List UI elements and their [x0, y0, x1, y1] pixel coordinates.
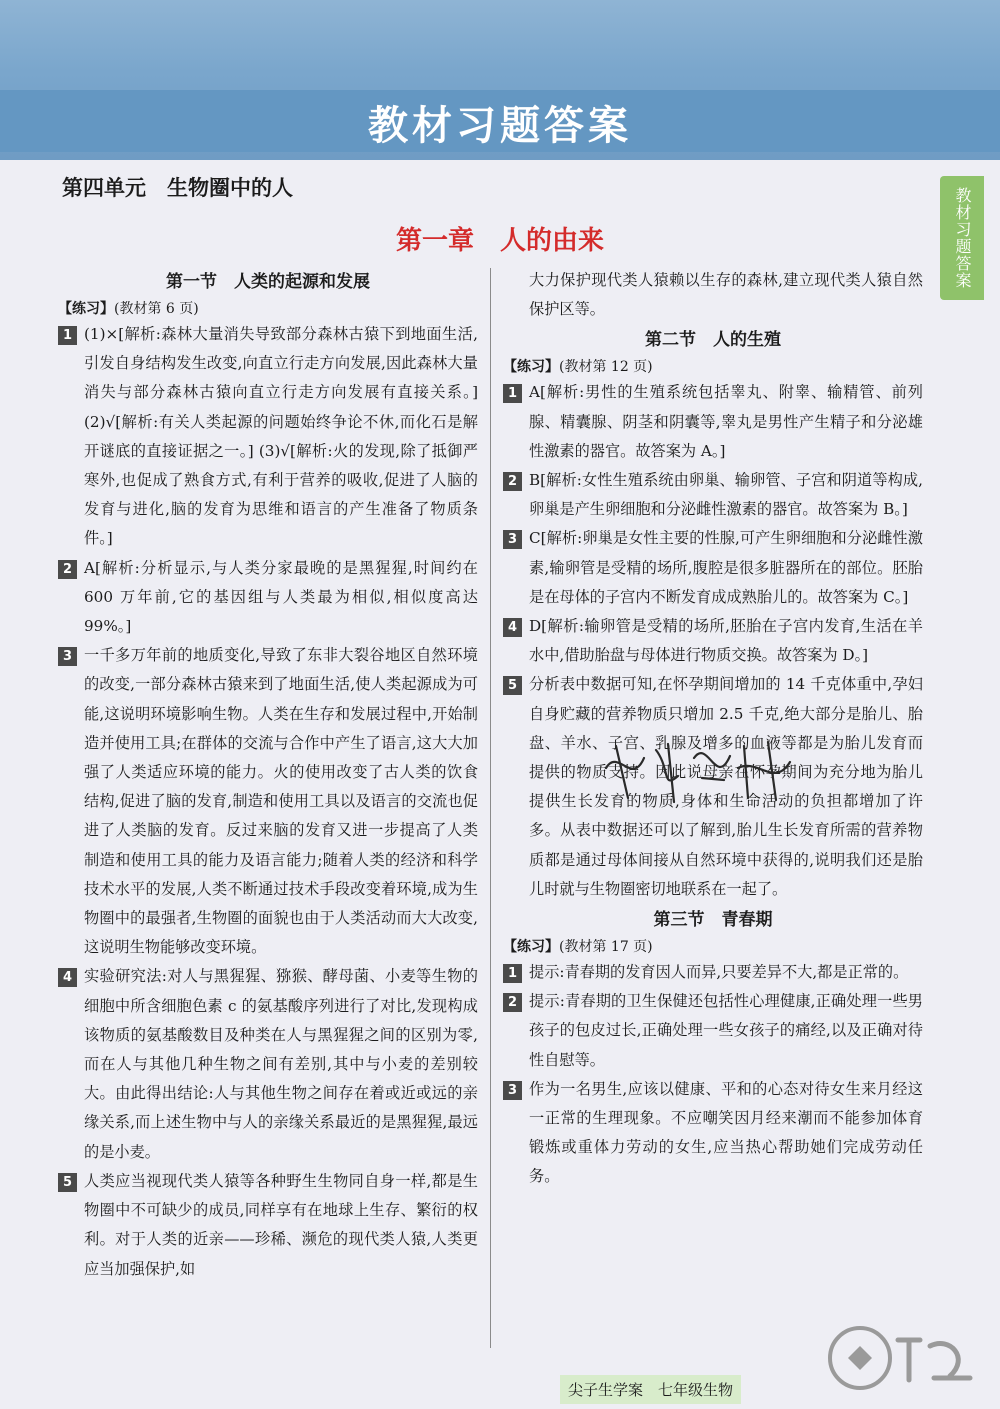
- side-tab-label: 教材习题答案: [953, 187, 972, 289]
- chapter-title: 第一章 人的由来: [395, 226, 604, 256]
- practice-label: 【练习】: [58, 301, 114, 317]
- item-number: 5: [58, 1173, 77, 1192]
- item-text: A[解析:分析显示,与人类分家最晚的是黑猩猩,时间约在 600 万年前,它的基因组与人类最为相似,相似度高达 99%。]: [84, 558, 478, 636]
- practice-heading: [58, 298, 478, 320]
- answer-item: [503, 1075, 923, 1192]
- item-number: 1: [503, 384, 522, 403]
- item-text: 人类应当视现代类人猿等各种野生生物同自身一样,都是生物圈中不可缺少的成员,同样享有在地球上生存、繁衍的权利。对于人类的近亲——珍稀、濒危的现代类人猿,人类更应当加强保护,如: [84, 1171, 478, 1278]
- item-number: 4: [503, 618, 522, 637]
- practice-heading: [503, 936, 923, 958]
- answer-item: [503, 670, 923, 904]
- answer-item: [503, 958, 923, 987]
- item-text: 一千多万年前的地质变化,导致了东非大裂谷地区自然环境的改变,一部分森林古猿来到了地面生活,使人类起源成为可能,这说明环境影响生物。人类在生存和发展过程中,开始制造并使用工具;在群体的交流与合作中产生了语言,这大大加强了人类适应环境的能力。火的使用改变了古人类的饮食结构,促进了脑的发育,制造和使用工具以及语言的交流也促进了人类脑的发育。反过来脑的发育又进一步提高了人类制造和使用工具的能力及语言能力;随着人类的经济和科学技术水平的发展,人类不断通过技术手段改变着环境,成为生物圈中的最强者,生物圈的面貌也由于人类活动而大大改变,这说明生物能够改变环境。: [84, 646, 478, 957]
- item-text: D[解析:输卵管是受精的场所,胚胎在子宫内发育,生活在羊水中,借助胎盘与母体进行物质交换。故答案为 D。]: [529, 617, 923, 665]
- item-number: 2: [503, 472, 522, 491]
- practice-ref: (教材第 12 页): [559, 359, 653, 376]
- item-text: C[解析:卵巢是女性主要的性腺,可产生卵细胞和分泌雌性激素,输卵管是受精的场所,腹腔是很多脏器所在的部位。胚胎是在母体的子宫内不断发育成成熟胎儿的。故答案为 C。]: [529, 529, 923, 606]
- answer-item: [503, 524, 923, 612]
- item-number: 3: [503, 530, 522, 549]
- section-title: 第一节 人类的起源和发展: [166, 272, 370, 292]
- watermark-logo: [820, 1318, 990, 1398]
- item-text: 实验研究法:对人与黑猩猩、猕猴、酵母菌、小麦等生物的细胞中所含细胞色素 c 的氨基酸序列进行了对比,发现构成该物质的氨基酸数目及种类在人与黑猩猩之间的区别为零,而在人与其他几种生物之间有差别,其中与小麦的差别较大。由此得出结论:人与其他生物之间存在着或近或远的亲缘关系,而上述生物中与人的亲缘关系最近的是黑猩猩,最远的是小麦。: [84, 967, 478, 1161]
- item-text: 分析表中数据可知,在怀孕期间增加的 14 千克体重中,孕妇自身贮藏的营养物质只增加 2.5 千克,绝大部分是胎儿、胎盘、羊水、子宫、乳腺及增多的血液等都是为胎儿发育而提供的物质支持。因此说母亲在怀孕期间为充分地为胎儿提供生长发育的物质,身体和生命活动的负担都增加了许多。从表中数据还可以了解到,胎儿生长发育所需的营养物质都是通过母体间接从自然环境中获得的,说明我们还是胎儿时就与生物圈密切地联系在一起了。: [529, 675, 923, 898]
- practice-heading: [503, 356, 923, 378]
- item-text: B[解析:女性生殖系统由卵巢、输卵管、子宫和阴道等构成,卵巢是产生卵细胞和分泌雌性激素的器官。故答案为 B。]: [529, 471, 923, 519]
- section-title: 第三节 青春期: [653, 910, 773, 931]
- answer-item: [58, 554, 478, 642]
- item-number: 2: [58, 560, 77, 579]
- practice-label: 【练习】: [503, 939, 559, 956]
- item-number: 2: [503, 993, 522, 1012]
- footer-text: 尖子生学案 七年级生物: [560, 1375, 741, 1404]
- unit-title: 第四单元 生物圈中的人: [62, 176, 293, 200]
- answer-item: [503, 466, 923, 524]
- item-text: 提示:青春期的发育因人而异,只要差异不大,都是正常的。: [529, 963, 909, 982]
- practice-ref: (教材第 17 页): [559, 939, 653, 956]
- continued-text: 大力保护现代类人猿赖以生存的森林,建立现代类人猿自然保护区等。: [529, 271, 923, 319]
- item-number: 1: [58, 326, 77, 345]
- item-text: A[解析:男性的生殖系统包括睾丸、附睾、输精管、前列腺、精囊腺、阴茎和阴囊等,睾丸是男性产生精子和分泌雄性激素的器官。故答案为 A。]: [529, 383, 923, 460]
- item-number: 4: [58, 968, 77, 987]
- answer-item: [503, 612, 923, 670]
- left-column: [58, 266, 478, 1284]
- answer-item: [58, 962, 478, 1166]
- practice-ref: (教材第 6 页): [114, 301, 199, 317]
- section-title: 第二节 人的生殖: [645, 330, 781, 351]
- answer-item: [503, 378, 923, 466]
- item-number: 5: [503, 676, 522, 695]
- item-number: 1: [503, 964, 522, 983]
- right-column: [503, 266, 923, 1192]
- page-title: 教材习题答案: [368, 103, 632, 149]
- item-number: 3: [503, 1081, 522, 1100]
- item-text: 提示:青春期的卫生保健还包括性心理健康,正确处理一些男孩子的包皮过长,正确处理一些女孩子的痛经,以及正确对待性自慰等。: [529, 992, 923, 1069]
- answer-item: [58, 320, 478, 554]
- item-number: 3: [58, 647, 77, 666]
- answer-item: [58, 641, 478, 962]
- column-divider: [490, 268, 491, 1348]
- item-text: (1)×[解析:森林大量消失导致部分森林古猿下到地面生活,引发自身结构发生改变,向直立行走方向发展,因此森林大量消失与部分森林古猿向直立行走方向发展有直接关系。] (2)√[解析:有关人类起源的问题始终争论不休,而化石是解开谜底的直接证据之一。] (3)√[解析:火的发现,除了抵御严寒外,也促成了熟食方式,有利于营养的吸收,促进了人脑的发育与进化,脑的发育为思维和语言的产生准备了物质条件。]: [84, 325, 478, 548]
- item-text: 作为一名男生,应该以健康、平和的心态对待女生来月经这一正常的生理现象。不应嘲笑因月经来潮而不能参加体育锻炼或重体力劳动的女生,应当热心帮助她们完成劳动任务。: [529, 1079, 923, 1186]
- answer-item: [58, 1167, 478, 1284]
- answer-item: [503, 987, 923, 1075]
- practice-label: 【练习】: [503, 359, 559, 376]
